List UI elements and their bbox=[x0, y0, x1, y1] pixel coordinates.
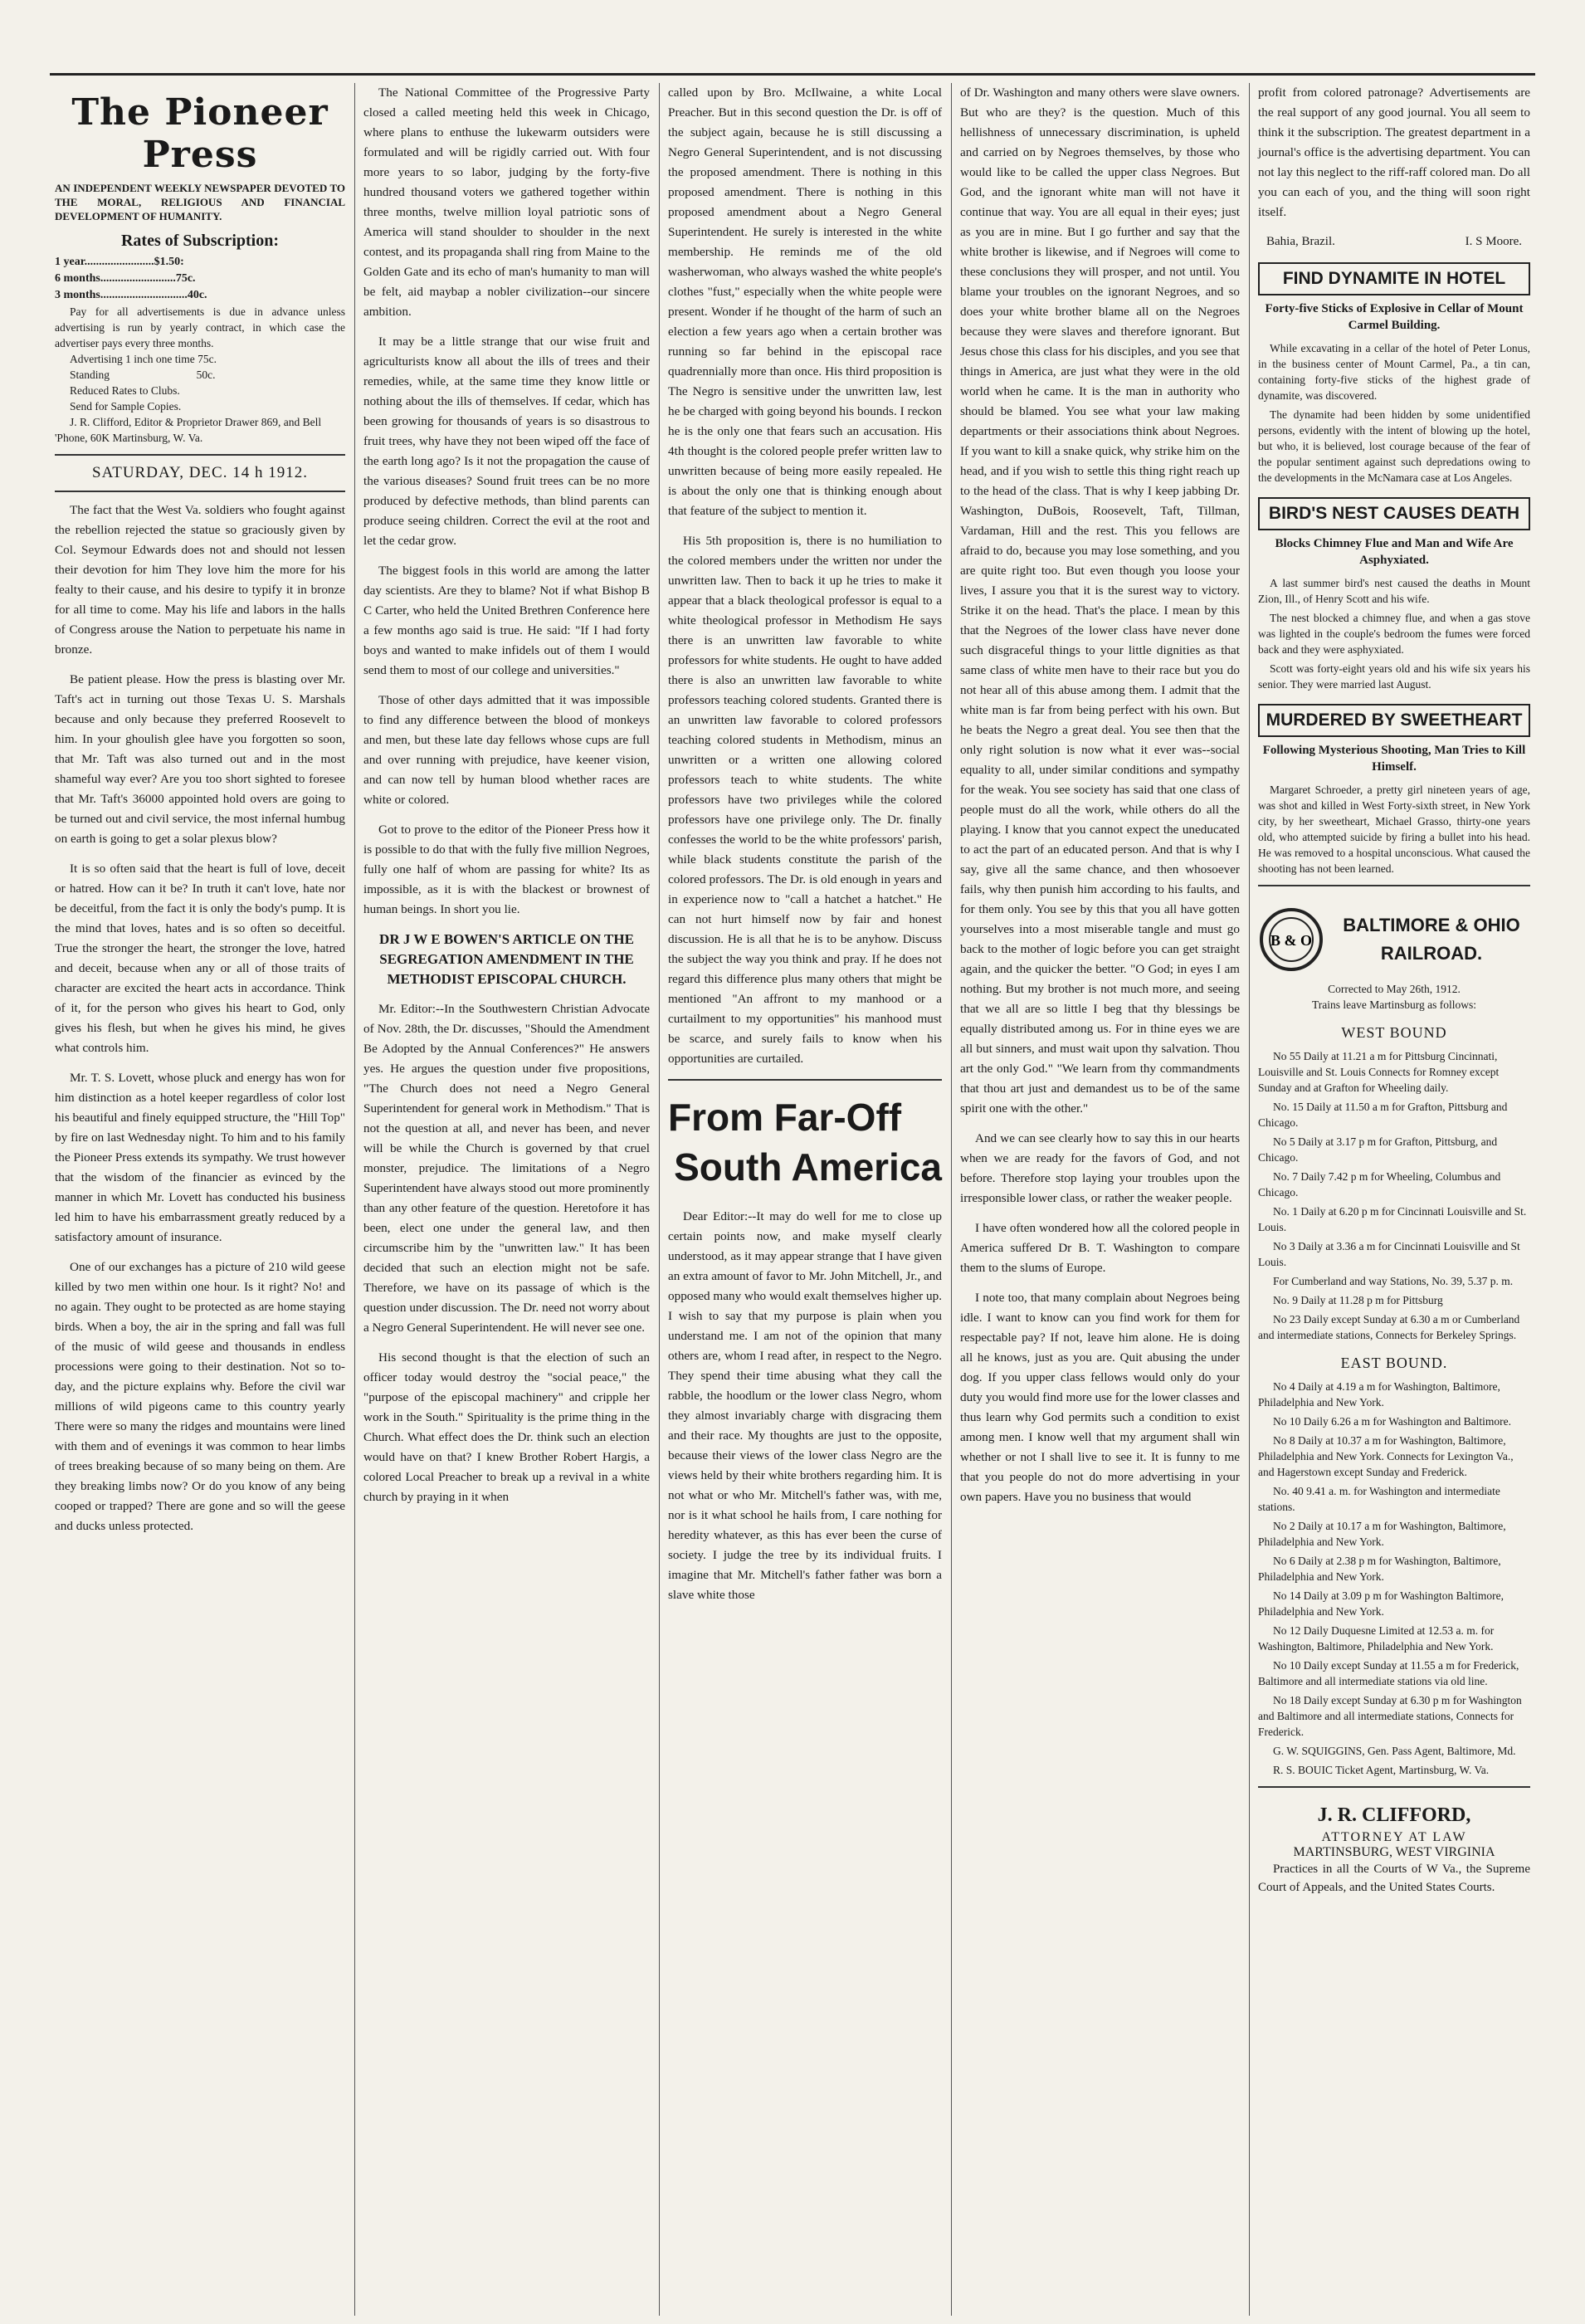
train-entry: No 14 Daily at 3.09 p m for Washington Baltimore, Philadelphia and New York. bbox=[1258, 1589, 1505, 1618]
article-paragraph: The fact that the West Va. soldiers who fought against the rebellion rejected the statue so graciously given by Col. Seymour Edwards does not and should not lessen their devotion for him They love him the more for his fealty to their cause, and his desire to typify it in bronze for all time to come. May his life and labors in the halls of Congress arouse the Nation to perpetuate his name in bronze. bbox=[55, 503, 345, 657]
ad-rate: Standing 50c. bbox=[70, 369, 216, 381]
article-paragraph: Mr. T. S. Lovett, whose pluck and energy has won for him distinction as a hotel keeper regardless of color lost his beautiful and finely equipped structure, the "Hill Top" by fire on last Wednesday night. To him and to his family the Pioneer Press extends its sympathy. We trust however that the wisdom of the financier as evinced by the manner in which Mr. Lovett has conducted his business led him to have his embarrassment greatly reduced by a satisfactory amount of insurance. bbox=[55, 1071, 345, 1244]
column-1 bbox=[50, 83, 350, 2316]
article-paragraph: It is so often said that the heart is full of love, deceit or hatred. How can it be? In truth it can't love, hate nor be deceitful, from the fact it is only the body's pump. It is the mind that loves, hates and is so often so deceitful. True the stronger the heart, the stronger the love, hatred and deceit, because when any or all of those traits of character are excited the heart acts in accordance. Think of it, for the person who gives his heart to God, only gives his flesh, but when he gives his mind, he gives what controls him. bbox=[55, 862, 345, 1055]
headline-south-america bbox=[668, 1092, 942, 1192]
train-entry: No. 9 Daily at 11.28 p m for Pittsburg bbox=[1273, 1294, 1443, 1306]
train-entry: No. 15 Daily at 11.50 a m for Grafton, Pittsburg and Chicago. bbox=[1258, 1101, 1508, 1129]
article-paragraph: It may be a little strange that our wise fruit and agriculturists know all about the ills of trees and their remedies, while, at the same time they know little or nothing about the ills of themselves. If cedar, which has been growing for thousands of years is so disastrous to fruit trees, why have they not been wiped off the face of the earth long ago? Is it not the propagation the cause of the various diseases? Sound fruit trees can be no more produced by defective methods, than blind parents can produce seeing children. Correct the evil at the root and let the cedar grow. bbox=[363, 334, 650, 548]
westbound-heading: WEST BOUND bbox=[1341, 1024, 1447, 1041]
ad-policy: Pay for all advertisements is due in advance unless advertising is run by yearly contract, in which case the advertiser pays every three months. bbox=[55, 305, 345, 349]
train-entry: No 4 Daily at 4.19 a m for Washington, Baltimore, Philadelphia and New York. bbox=[1258, 1380, 1500, 1409]
train-entry: No 23 Daily except Sunday at 6.30 a m or Cumberland and intermediate stations, Connects for Berkeley Springs. bbox=[1258, 1313, 1520, 1341]
editor-info: J. R. Clifford, Editor & Proprietor Drawer 869, and Bell 'Phone, 60K Martinsburg, W. Va. bbox=[55, 416, 322, 444]
attorney-title: ATTORNEY AT LAW bbox=[1321, 1830, 1467, 1844]
rate-line: 1 year........................$1.50: bbox=[55, 256, 184, 268]
news-paragraph: Scott was forty-eight years old and his wife six years his senior. They were married last August. bbox=[1258, 662, 1530, 691]
train-entry: No 55 Daily at 11.21 a m for Pittsburg Cincinnati, Louisville and St. Louis Connects for Romney except Sunday and at Grafton for Wheeling daily. bbox=[1258, 1050, 1500, 1094]
train-entry: No 5 Daily at 3.17 p m for Grafton, Pittsburg, and Chicago. bbox=[1258, 1135, 1498, 1164]
column-rule bbox=[354, 83, 355, 2316]
article-paragraph: The biggest fools in this world are among the latter day scientists. Are they to blame? Not if what Bishop B C Carter, who held the United Brethren Conference here a few months ago said is true. He said: "If I had forty boys and wanted to make infidels out of them I would send them to most of our college and universities." bbox=[363, 564, 650, 677]
news-paragraph: The nest blocked a chimney flue, and when a gas stove was lighted in the couple's bedroom the fumes were forced back and they were asphyxiated. bbox=[1258, 612, 1530, 656]
ad-rate: Reduced Rates to Clubs. bbox=[70, 384, 180, 397]
headline-line: South America bbox=[674, 1145, 942, 1189]
ad-rate: Send for Sample Copies. bbox=[70, 400, 182, 413]
railroad-agent: R. S. BOUIC Ticket Agent, Martinsburg, W. Va. bbox=[1273, 1764, 1490, 1776]
column-5 bbox=[1253, 83, 1535, 2316]
headline-line: From Far-Off bbox=[668, 1096, 902, 1139]
article-paragraph: His second thought is that the election of such an officer today would destroy the "social peace," the "purpose of the episcopal machinery" and cripple her work in the South." Spirituality is the prime thing in the Church. What effect does the Dr. think such an election would have on that? I knew Brother Robert Hargis, a colored Local Preacher to break up a revival in a white church by praying in it when bbox=[363, 1350, 650, 1504]
news-headline: BIRD'S NEST CAUSES DEATH bbox=[1258, 497, 1530, 530]
letter-place: Bahia, Brazil. bbox=[1266, 235, 1335, 248]
article-paragraph: I have often wondered how all the colored people in America suffered Dr B. T. Washington to compare them to the slums of Europe. bbox=[960, 1221, 1240, 1275]
divider bbox=[1258, 885, 1530, 886]
headline-bowen-article: DR J W E BOWEN'S ARTICLE ON THE SEGREGATION AMENDMENT IN THE METHODIST EPISCOPAL CHURCH. bbox=[379, 931, 634, 987]
article-paragraph: Be patient please. How the press is blasting over Mr. Taft's act in turning out those Texas U. S. Marshals because and only because they preferred Roosevelt to him. In your ghoulish glee have you forgotten so soon, that Mr. Taft was also turned out and in the most shameful way ever? Are you too short sighted to foresee that Mr. Taft's 36000 appointed hold overs are going to be turned out and civil service, the most infernal humbug on earth is going to get a solar plexus blow? bbox=[55, 672, 345, 846]
divider bbox=[668, 1079, 942, 1081]
railroad-logo-icon bbox=[1258, 906, 1324, 973]
news-paragraph: Margaret Schroeder, a pretty girl nineteen years of age, was shot and killed in West Forty-sixth street, in New York city, by her sweetheart, Michael Grasso, thirty-one years old, who attempted suicide by firing a bullet into his head. He was removed to a hospital unconscious. What caused the shooting has not been learned. bbox=[1258, 784, 1530, 875]
article-paragraph: Those of other days admitted that it was impossible to find any difference between the blood of monkeys and men, but these late day fellows whose cups are full and over running with prejudice, have keener vision, and can now tell by human blood whether races are white or colored. bbox=[363, 693, 650, 807]
railroad-logo-text: B & O bbox=[1270, 932, 1313, 949]
train-entry: No 18 Daily except Sunday at 6.30 p m for Washington and Baltimore and all intermediate stations, Connects for Frederick. bbox=[1258, 1694, 1522, 1738]
eastbound-heading: EAST BOUND. bbox=[1340, 1355, 1448, 1371]
news-paragraph: While excavating in a cellar of the hotel of Peter Lonus, in the business center of Mount Carmel, Pa., a tin can, containing forty-five sticks of the highest grade of dynamite, was discovered. bbox=[1258, 342, 1530, 402]
article-paragraph: profit from colored patronage? Advertisements are the real support of any good journal. You all seem to think it the subscription. The greatest department in a journal's office is the advertising department. You can not lay this neglect to the riff-raff colored man. Do all you can each of you, and the thing will soon right itself. bbox=[1258, 85, 1530, 219]
article-paragraph: The National Committee of the Progressive Party closed a called meeting held this week in Chicago, where plans to enthuse the lukewarm outsiders were formulated and will be rigidly carried out. With four more years to so labor, judging by the forty-five hundred thousand voters we gathered together within three months, twelve million loyal patriotic sons of America will stand shoulder to shoulder in the next contest, and its propaganda shall ring from Maine to the Golden Gate and its echo of man's humanity to man will be felt, aid maybap a nobler civilization--our sincere ambition. bbox=[363, 85, 650, 319]
article-paragraph: I note too, that many complain about Negroes being idle. I want to know can you find work for them for respectable pay? If not, leave him alone. He is doing all he knows, just as you are. Quit abusing the under dog. If you upper class fellows would only do your duty you would find more use for the lower classes and thus learn why God permits such a condition to exist among men. I know well that my argument shall win whether or not I shall live to see it. It is funny to me that you people do not do more advertising in your own papers. Have you no business that would bbox=[960, 1291, 1240, 1504]
article-paragraph: Got to prove to the editor of the Pioneer Press how it is possible to do that with the fully five million Negroes, fully one half of whom are passing for white? Its as impossible, as it is with the blackest or brownest of human beings. In short you lie. bbox=[363, 823, 650, 916]
news-headline: MURDERED BY SWEETHEART bbox=[1258, 704, 1530, 737]
letter-signature bbox=[1258, 232, 1530, 251]
train-entry: No. 40 9.41 a. m. for Washington and intermediate stations. bbox=[1258, 1485, 1500, 1513]
news-headline: FIND DYNAMITE IN HOTEL bbox=[1258, 262, 1530, 295]
train-entry: No 10 Daily except Sunday at 11.55 a m for Frederick, Baltimore and all intermediate stations via old line. bbox=[1258, 1659, 1519, 1687]
timetable-intro: Trains leave Martinsburg as follows: bbox=[1312, 998, 1476, 1011]
train-entry: No. 7 Daily 7.42 p m for Wheeling, Columbus and Chicago. bbox=[1258, 1170, 1501, 1199]
attorney-practice: Practices in all the Courts of W Va., the Supreme Court of Appeals, and the United States Courts. bbox=[1258, 1863, 1530, 1894]
rates-title: Rates of Subscription: bbox=[120, 232, 279, 250]
railroad-name: BALTIMORE & OHIO RAILROAD. bbox=[1343, 915, 1520, 964]
train-entry: For Cumberland and way Stations, No. 39, 5.37 p. m. bbox=[1273, 1275, 1514, 1287]
article-paragraph: called upon by Bro. McIlwaine, a white Local Preacher. But in this second question the Dr. is off of the subject again, because he is still discussing a Negro General Superintendent, and is not discussing the proposed amendment. There is nothing in this proposed amendment. There is nothing in this proposed amendment about a Negro General Superintendent. He surely is interested in the white membership. He reminds me of the old washerwoman, who always washed the white people's clothes "fust," especially when the white people were present. Wonder if he thought of the harm of such an election a few years ago when a certain brother was running so far behind in the episcopal race quadrennially more than once. His third proposition is The Negro is sensitive under the unwritten law, lest he be charged with going beyond his bounds. I reckon he is the only one that fears such an accusation. His 4th thought is the colored people prefer written law to unwritten because of being more easily repealed. He is about the only one that is thinking enough about that feature of the subject to mention it. bbox=[668, 85, 942, 518]
article-paragraph: Mr. Editor:--In the Southwestern Christian Advocate of Nov. 28th, the Dr. discusses, "Should the Amendment Be Adopted by the Annual Conferences?" He answers yes. He argues the question under five propositions, "The Church does not need a Negro General Superintendent for general work in Methodism." That is not the question at all, and never has been, and never will be while the Church is governed by that cruel monster, prejudice. The limitations of a Negro Superintendent have always stood out more prominently than any other feature of the question. Heretofore it has been, elect one under the general law, and then circumscribe him by the "unwritten law." It has been decided that such an election might not be safe. Therefore, we have on its passage of which is the question under discussion. The Dr. need not worry about a Negro General Superintendent. He will never see one. bbox=[363, 1002, 650, 1335]
train-entry: No 3 Daily at 3.36 a m for Cincinnati Louisville and St Louis. bbox=[1258, 1240, 1520, 1268]
train-entry: No 10 Daily 6.26 a m for Washington and Baltimore. bbox=[1273, 1415, 1511, 1428]
masthead-title: The Pioneer Press bbox=[71, 91, 329, 176]
train-entry: No. 1 Daily at 6.20 p m for Cincinnati Louisville and St. Louis. bbox=[1258, 1205, 1527, 1233]
attorney-name: J. R. CLIFFORD, bbox=[1317, 1804, 1471, 1826]
article-paragraph: of Dr. Washington and many others were slave owners. But who are they? is the question. Much of this hellishness of unnecessary discrimination, is upheld and carried on by Negroes themselves, by those who would like to be called the upper class Negroes. But God, and the ignorant white man will not have it continue that way. You are all equal in their eyes; just as you are in mine. But I go further and say that the white brother is likewise, and if Negroes will come to these conclusions they will prosper, and not until. You blame your troubles on the ignorant Negroes, and so does your white brother blame all on the Negroes because they were slaves and therefore ignorant. But Jesus chose this class for his disciples, and you see that things in America, are just what they were in the old world when he came. It is the man in authority who should be blamed. You see what your law making departments or their associations think about Negroes. If you want to kill a snake quick, why strike him on the head, and if you wish to settle this thing right reach up to the head of the class. That is why I keep jabbing Dr. Washington, DuBois, Roosevelt, Taft, Tillman, Vardaman, Hill and the rest. This you fellows are afraid to do, because you may lose something, and you are quite right too. But even though you loose your lives, I assure you that it is the surest way to victory. Strike it on the head. That's the place. I mean by this that the Negroes of the lower class have never done such disgraceful things to your little dignities as that same class of white men have to their race but you do not hear all of this abuse among them. I admit that the white man is far from being perfect with his own. But he beats the Negro a great deal. You see then that the only right solution is now what it ever was--social equality to all, under similar conditions and sympathy for the weak. You see society has said that one class of people must do all the work, while others do all the playing. I know that you cannot expect the uneducated to act the part of an educated person. And that is why I say, give all the same chance, and then whosoever fails, why then punish him according to his faults, and for them only. You see by this that you all have gotten yourselves into a most miserable tangle and must go back to the mother of logic before you can get straight again, and the quicker the better. "O God; in eyes I am nothing. But my brother is not much more, and seeing that we all are so little I beg that thy blessings be equally distributed among us. For in thine eyes we are all but sinners, and must wait upon thy salvation. Thou art the only God." "We learn from thy commandments that thou art just and demandest us to be of the same spirit one with the other." bbox=[960, 85, 1240, 1116]
divider bbox=[1258, 1786, 1530, 1788]
column-rule bbox=[1249, 83, 1250, 2316]
train-entry: No 12 Daily Duquesne Limited at 12.53 a. m. for Washington, Baltimore, Philadelphia and New York. bbox=[1258, 1624, 1495, 1653]
article-paragraph: Dear Editor:--It may do well for me to close up certain points now, and make myself clearly understood, as it may appear strange that I have given an extra amount of favor to Mr. John Mitchell, Jr., and opposed many who would exalt themselves higher up. I wish to say that my purpose is plain when you understand me. I am not of the opinion that many others are, whom I read after, in respect to the Negro. They spend their time abusing what they call the rabble, the hoodlum or the lower class Negro, whom they almost invariably charge with disgracing them and their race. My thoughts are just to the opposite, because their views of the lower class Negro are the views held by their white brothers regarding him. It is not what or who Mr. Mitchell's father was, with me, nor is it what school he hails from, I care nothing for heredity whatever, as this has ever been the curse of society. I judge the tree by its individual fruits. I imagine that Mr. Mitchell's father father was born a slave white those bbox=[668, 1209, 942, 1602]
train-entry: No 8 Daily at 10.37 a m for Washington, Baltimore, Philadelphia and New York. Connects for Lexington Va., and Hagerstown except Sunday and Frederick. bbox=[1258, 1434, 1514, 1478]
timetable-corrected: Corrected to May 26th, 1912. bbox=[1328, 983, 1461, 995]
news-paragraph: The dynamite had been hidden by some unidentified persons, evidently with the intent of blowing up the hotel, but who, it is believed, lost courage because of the fear of the popular sentiment against such depredations owing to the developments in the McNamara case at Los Angeles. bbox=[1258, 408, 1530, 484]
masthead-tagline: AN INDEPENDENT WEEKLY NEWSPAPER DEVOTED TO THE MORAL, RELIGIOUS AND FINANCIAL DEVELOPMENT OF HUMANITY. bbox=[55, 182, 345, 222]
letter-author: I. S Moore. bbox=[1465, 235, 1522, 248]
train-entry: No 2 Daily at 10.17 a m for Washington, Baltimore, Philadelphia and New York. bbox=[1258, 1520, 1506, 1548]
news-subhead: Blocks Chimney Flue and Man and Wife Are Asphyxiated. bbox=[1275, 537, 1514, 567]
column-3 bbox=[663, 83, 947, 2316]
railroad-agent: G. W. SQUIGGINS, Gen. Pass Agent, Baltimore, Md. bbox=[1273, 1745, 1516, 1757]
article-paragraph: One of our exchanges has a picture of 210 wild geese killed by two men within one hour. Is it right? No! and no again. They ought to be protected as are home staying birds. When a boy, the air in the spring and fall was full of the music of wild geese and thousands in endless processions were going to their destination. Not so to-day, and the picture explains why. Before the civil war millions of wild pigeons came to this country yearly There were so many the ridges and mountains were lined with them and of evenings it was common to hear limbs of trees breaking because of so many being on them. Are they breaking limbs now? Or do you know of any being cooped or trapped? There are gone and so will the geese and ducks unless protected. bbox=[55, 1260, 345, 1533]
railroad-header bbox=[1258, 906, 1530, 973]
rate-line: 3 months..............................40c. bbox=[55, 289, 207, 301]
divider bbox=[55, 454, 345, 456]
news-paragraph: A last summer bird's nest caused the deaths in Mount Zion, Ill., of Henry Scott and his wife. bbox=[1258, 577, 1530, 605]
ad-rate: Advertising 1 inch one time 75c. bbox=[70, 353, 217, 365]
column-2 bbox=[358, 83, 655, 2316]
issue-date: SATURDAY, DEC. 14 h 1912. bbox=[92, 464, 308, 481]
article-paragraph: And we can see clearly how to say this in our hearts when we are ready for the favors of God, and not before. Therefore stop laying your troubles upon the irresponsible lower class, or rather the weaker people. bbox=[960, 1131, 1240, 1205]
rate-line: 6 months..........................75c. bbox=[55, 272, 196, 285]
news-subhead: Following Mysterious Shooting, Man Tries to Kill Himself. bbox=[1262, 744, 1526, 774]
column-4 bbox=[955, 83, 1245, 2316]
column-rule bbox=[951, 83, 952, 2316]
divider bbox=[55, 491, 345, 492]
train-entry: No 6 Daily at 2.38 p m for Washington, Baltimore, Philadelphia and New York. bbox=[1258, 1555, 1501, 1583]
article-paragraph: His 5th proposition is, there is no humiliation to the colored members under the written nor under the unwritten law. Then to back it up he tries to make it appear that a black theological professor is equal to a white theological professor in Methodism He says there is an unwritten law favorable to white professors for white students. He ought to have added there is also an unwritten law favorable to white professors teaching colored students. Granted there is an unwritten law favorable to colored professors teaching colored students in Methodism, minus an unwritten or a written one allowing colored professors teach to white students. The white professors have two privileges while the colored professors have one privilege only. The Dr. finally confesses the world to be the white professors' parish, while black students constitute the parish of the colored professors. The Dr. is old enough in years and in experience now to "call a hatchet a hatchet." He can not hurt himself now by fair and honest discussion. He is all that he is to be anyhow. Discuss the subject the way you think and pray. If he does not regard this difference plus many others that might be mentioned "An affront to my manhood or a curtailment to my opportunities" his manhood must be scarce, and surely fails to know when his opportunities are curtailed. bbox=[668, 534, 942, 1066]
attorney-city: MARTINSBURG, WEST VIRGINIA bbox=[1293, 1845, 1495, 1859]
news-subhead: Forty-five Sticks of Explosive in Cellar of Mount Carmel Building. bbox=[1265, 302, 1524, 332]
column-rule bbox=[659, 83, 660, 2316]
top-rule bbox=[50, 73, 1535, 76]
